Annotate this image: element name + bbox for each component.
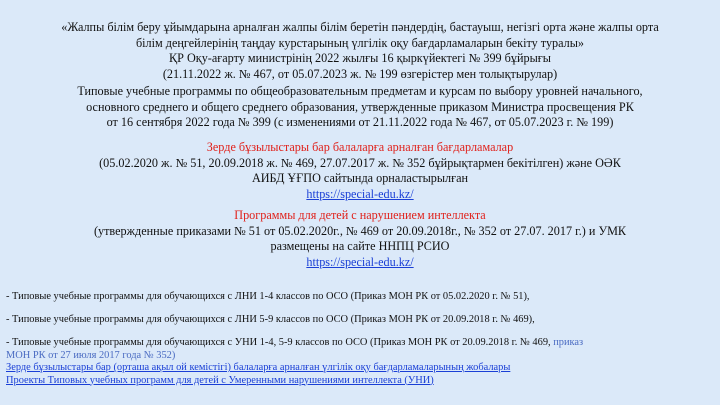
list-item-3	[6, 337, 714, 387]
ru-special-line-2: размещены на сайте ННПЦ РСИО	[270, 239, 450, 253]
ru-projects-link[interactable]: Проекты Типовых учебных программ для детей с Умеренными нарушениями интеллекта (УНИ)	[6, 374, 434, 386]
kz-projects-link[interactable]: Зерде бұзылыстары бар (орташа ақыл ой кемістігі) балаларға арналған үлгілік оқу бағдарламаларының жобалары	[6, 362, 511, 373]
list-item-2: - Типовые учебные программы для обучающихся с ЛНИ 5-9 классов по ОСО (Приказ МОН РК от 20.09.2018 г. № 469),	[6, 314, 535, 325]
ru-special-title: Программы для детей с нарушением интеллекта	[234, 208, 486, 222]
list-item-3-muted-a: приказ	[553, 337, 584, 348]
kz-header-line-1: «Жалпы білім беру ұйымдарына арналған жалпы білім беретін пәндердің, бастауыш, негізгі орта және жалпы орта	[61, 20, 659, 34]
ru-header-line-1: Типовые учебные программы по общеобразовательным предметам и курсам по выбору уровней начального,	[77, 84, 643, 98]
kz-header-block	[8, 20, 712, 82]
kz-header-line-3: ҚР Оқу-ағарту министрінің 2022 жылғы 16 қыркүйектегі № 399 бұйрығы	[169, 51, 551, 65]
kz-special-link[interactable]: https://special-edu.kz/	[306, 186, 414, 201]
kz-special-line-1: (05.02.2020 ж. № 51, 20.09.2018 ж. № 469, 27.07.2017 ж. № 352 бұйрықтармен бекітілген) және ОӘК	[99, 155, 621, 170]
kz-special-programs-block	[8, 140, 712, 202]
kz-special-line-2: АИБД ҰҒПО сайтында орналастырылған	[251, 171, 469, 185]
ru-header-block	[8, 84, 712, 131]
ru-special-line-1: (утвержденные приказами № 51 от 05.02.2020г., № 469 от 20.09.2018г., № 352 от 27.07. 2017 г.) и УМК	[93, 223, 627, 238]
list-item-3-muted-b: МОН РК от 27 июля 2017 года № 352)	[6, 349, 176, 361]
ru-header-line-3: от 16 сентября 2022 года № 399 (с изменениями от 21.11.2022 года № 467, от 05.07.2023 г. № 199)	[106, 115, 614, 129]
kz-special-title: Зерде бұзылыстары бар балаларға арналған бағдарламалар	[206, 140, 514, 154]
ru-special-link[interactable]: https://special-edu.kz/	[306, 254, 414, 269]
list-item-3-text: - Типовые учебные программы для обучающихся с УНИ 1-4, 5-9 классов по ОСО (Приказ МОН РК от 20.09.2018 г. № 469,	[6, 337, 554, 348]
list-item-1: - Типовые учебные программы для обучающихся с ЛНИ 1-4 классов по ОСО (Приказ МОН РК от 05.02.2020 г. № 51),	[6, 291, 530, 302]
ru-header-line-2: основного среднего и общего среднего образования, утвержденные приказом Министра просвещения РК	[86, 99, 634, 114]
kz-header-line-4: (21.11.2022 ж. № 467, от 05.07.2023 ж. № 199 өзгерістер мен толықтырулар)	[162, 66, 558, 81]
kz-header-line-2: білім деңгейлерінің таңдау курстарының үлгілік оқу бағдарламаларын бекіту туралы»	[135, 35, 585, 50]
ru-special-programs-block	[8, 208, 712, 270]
